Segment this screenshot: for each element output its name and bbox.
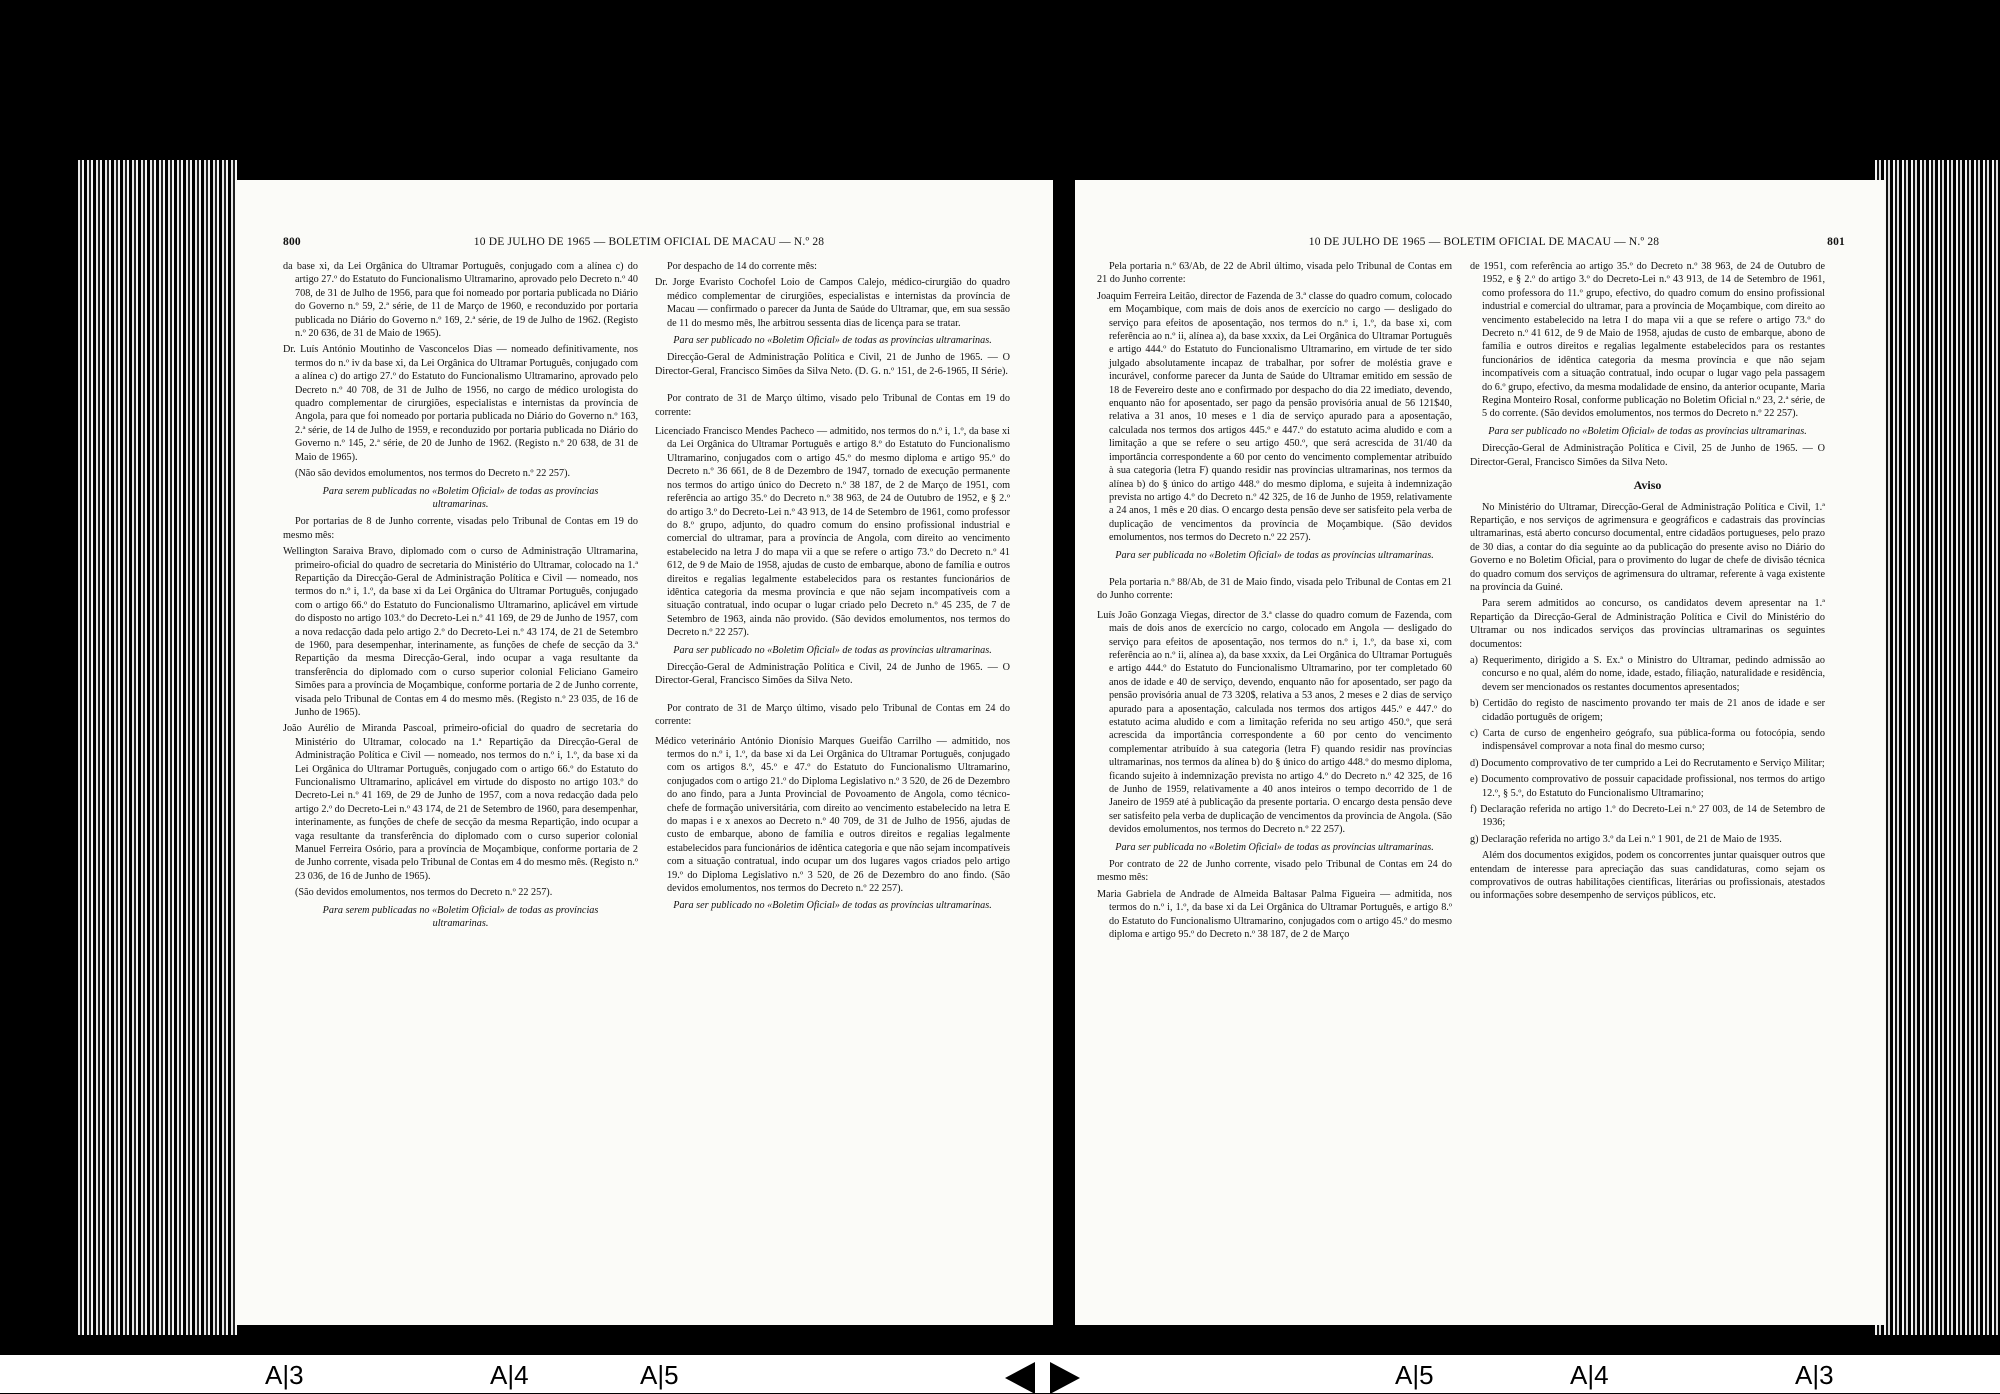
right-column-2: [1470, 260, 1825, 906]
paragraph: de 1951, com referência ao artigo 35.º do Decreto n.º 38 963, de 24 de Outubro de 1952, e § 2.º do artigo 3.º do Decreto-Lei n.º 43 913, de 14 de Setembro de 1961, como professora do 11.º grupo, efectivo, do quadro comum do ensino profissional industrial e comercial do ultramar, para a província de Moçambique, com direito ao vencimento estabelecido na letra I do mapa vii a que se refere o artigo 73.º do Decreto n.º 41 612, de 9 de Maio de 1958, ajudas de custo de embarque, abono de família e outros direitos e regalias legalmente estabelecidos para os restantes funcionários de idêntica categoria da mesma província e que não sejam incompatíveis com a situação contratual, indo ocupar o lugar vago pela passagem do 6.º grupo, efectivo, da mesma modalidade de ensino, da anterior ocupante, Maria Regina Monteiro Rosal, conforme publicação no Boletim Oficial n.º 23, 2.ª série, de 5 do corrente. (São devidos emolumentos, nos termos do Decreto n.º 22 257).: [1470, 261, 1825, 420]
paragraph: a) Requerimento, dirigido a S. Ex.ª o Ministro do Ultramar, pedindo admissão ao concurso e no qual, além do nome, idade, estado, filiação, naturalidade e residência, devem ser mencionados os restantes documentos apresentados;: [1470, 654, 1825, 693]
page-number: 801: [1827, 236, 1845, 248]
publication-note: Para ser publicado no «Boletim Oficial» de todas as províncias ultramarinas.: [1488, 425, 1807, 437]
paragraph: No Ministério do Ultramar, Direcção-Geral de Administração Política e Civil, 1.ª Repartição, e nos serviços de agrimensura e geográficos e cadastrais das províncias ultramarinas, está aberto concurso documental, entre cidadãos portugueses, pelo prazo de 30 dias, a contar do dia seguinte ao da publicação do presente aviso no Diário do Governo e no Boletim Oficial, para o provimento do lugar de chefe de divisão técnica do quadro comum dos serviços de agrimensura do ultramar, referente à vaga existente na província da Guiné.: [1470, 501, 1825, 593]
paragraph: c) Carta de curso de engenheiro geógrafo, sua pública-forma ou fotocópia, sendo indispensável comprovar a nota final do mesmo curso;: [1470, 728, 1825, 753]
paragraph: Dr. Luís António Moutinho de Vasconcelos Dias — nomeado definitivamente, nos termos do n.º iv da base xi, da Lei Orgânica do Ultramar Português, conjugado com a alínea c) do artigo 27.º do Estatuto do Funcionalismo Ultramarino, aprovado pelo Decreto n.º 40 708, de 31 de Julho de 1956, no cargo de médico urologista do quadro complementar de cirurgiões, especialistas e internistas da província de Angola, para que foi nomeado por portaria publicada no Diário do Governo n.º 163, 2.ª série, de 14 de Julho de 1959, e reconduzido por portaria publicada no Diário do Governo n.º 145, 2.ª série, de 20 de Junho de 1962. (Registo n.º 20 638, de 31 de Maio de 1965).: [283, 344, 638, 463]
publication-note: Para serem publicadas no «Boletim Oficial» de todas as províncias ultramarinas.: [322, 485, 599, 510]
running-title: 10 DE JULHO DE 1965 — BOLETIM OFICIAL DE MACAU — N.º 28: [1308, 236, 1660, 248]
publication-note: Para ser publicada no «Boletim Oficial» de todas as províncias ultramarinas.: [1115, 841, 1434, 853]
right-page-edges: [1875, 160, 2000, 1335]
paragraph: g) Declaração referida no artigo 3.º da Lei n.º 1 901, de 21 de Maio de 1935.: [1470, 833, 1782, 845]
paragraph: Além dos documentos exigidos, podem os concorrentes juntar quaisquer outros que entendam de interesse para apreciação das suas candidaturas, como sejam os comprovativos de outras habilitações científicas, literárias ou profissionais, atestados ou informações sobre desempenho de serviços públicos, etc.: [1470, 850, 1825, 902]
paragraph: e) Documento comprovativo de possuir capacidade profissional, nos termos do artigo 12.º, § 5.º, do Estatuto do Funcionalismo Ultramarino;: [1470, 774, 1825, 799]
left-page: [235, 180, 1055, 1325]
footer-mark: A|4: [1570, 1360, 1609, 1390]
paragraph: Direcção-Geral de Administração Política e Civil, 25 de Junho de 1965. — O Director-Geral, Francisco Simões da Silva Neto.: [1470, 443, 1825, 468]
paragraph: Para serem admitidos ao concurso, os candidatos devem apresentar na 1.ª Repartição da Direcção-Geral de Administração Política e Civil do Ministério do Ultramar ou nos indicados serviços das províncias ultramarinas os seguintes documentos:: [1470, 598, 1825, 650]
footer-mark: A|5: [1395, 1360, 1434, 1390]
paragraph: Direcção-Geral de Administração Política e Civil, 21 de Junho de 1965. — O Director-Geral, Francisco Simões da Silva Neto. (D. G. n.º 151, de 2-6-1965, II Série).: [655, 352, 1010, 377]
footer-mark: A|5: [640, 1360, 679, 1390]
right-page-header: [1123, 236, 1845, 248]
left-column-1: [283, 260, 638, 935]
paragraph: João Aurélio de Miranda Pascoal, primeiro-oficial do quadro de secretaria do Ministério do Ultramar, colocado na 1.ª Repartição da Direcção-Geral de Administração Política e Civil — nomeado, nos termos do n.º i, 1.º, da base xi da Lei Orgânica do Ultramar Português, conjugado com o artigo 66.º do Estatuto do Funcionalismo Ultramarino, aplicável em virtude do disposto no artigo 103.º do Decreto-Lei n.º 41 169, de 29 de Junho de 1957, com a nova redacção dada pelo artigo 2.º do Decreto-Lei n.º 43 174, de 21 de Setembro de 1960, para desempenhar, interinamente, as funções de chefe de secção da mesma Repartição, indo ocupar a vaga resultante da transferência do diplomado com o curso superior colonial Manuel Ferreira Osório, para a província de Moçambique, conforme portaria de 2 de Junho corrente, visada pelo Tribunal de Contas em 4 do mesmo mês. (Registo n.º 23 036, de 16 de Junho de 1965).: [283, 723, 638, 882]
paragraph: Pela portaria n.º 63/Ab, de 22 de Abril último, visada pelo Tribunal de Contas em 21 do Junho corrente:: [1097, 261, 1452, 286]
paragraph: Por portarias de 8 de Junho corrente, visadas pelo Tribunal de Contas em 19 do mesmo mês:: [283, 516, 638, 541]
left-page-edges: [75, 160, 240, 1335]
publication-note: Para ser publicado no «Boletim Oficial» de todas as províncias ultramarinas.: [673, 644, 992, 656]
paragraph: f) Declaração referida no artigo 1.º do Decreto-Lei n.º 27 003, de 14 de Setembro de 1936;: [1470, 804, 1825, 829]
paragraph: Por contrato de 31 de Março último, visado pelo Tribunal de Contas em 24 do corrente:: [655, 702, 1010, 728]
paragraph: Médico veterinário António Dionísio Marques Gueifão Carrilho — admitido, nos termos do n.º i, 1.º, da base xi da Lei Orgânica do Ultramar Português, conjugado com os artigos 8.º, 45.º e 47.º do Estatuto do Funcionalismo Ultramarino, conjugados com o artigo 21.º do Diploma Legislativo n.º 3 520, de 26 de Dezembro do ano findo, para a Junta Provincial de Povoamento de Angola, como técnico-chefe de formação universitária, com direito ao vencimento estabelecido na letra E do mapas i e x anexos ao Decreto n.º 40 709, de 31 de Julho de 1956, ajudas de custo de embarque, abono de família e outros direitos e regalias legalmente estabelecidos para funcionários de idêntica categoria e que não sejam incompatíveis com a situação contratual, indo ocupar um dos lugares vagos criados pelo artigo 19.º do Diploma Legislativo n.º 3 520, de 26 de Dezembro do ano findo. (São devidos emolumentos, nos termos do Decreto n.º 22 257).: [655, 735, 1010, 895]
paragraph: da base xi, da Lei Orgânica do Ultramar Português, conjugado com a alínea c) do artigo 27.º do Estatuto do Funcionalismo Ultramarino, aprovado pelo Decreto n.º 40 708, de 31 de Julho de 1956, para que foi nomeado por portaria publicada no Diário do Governo n.º 59, 2.ª série, de 11 de Março de 1960, e reconduzido por portaria publicada no Diário do Governo n.º 169, 2.ª série, de 19 de Julho de 1962. (Registo n.º 20 636, de 31 de Maio de 1965).: [283, 261, 638, 340]
footer-mark: A|4: [490, 1360, 529, 1390]
section-heading: Aviso: [1633, 478, 1662, 493]
paragraph: Joaquim Ferreira Leitão, director de Fazenda de 3.ª classe do quadro comum, colocado em Moçambique, com mais de dois anos de exercício no cargo — desligado do serviço para efeitos de aposentação, nos termos do n.º i, 1.º, da base xi, com referência ao n.º ii, alínea a), da base xxxix, da Lei Orgânica do Ultramar Português e artigo 444.º do Estatuto do Funcionalismo Ultramarino, em virtude de ter sido julgado absolutamente incapaz de trabalhar, por sofrer de moléstia grave e incurável, conforme parecer da Junta de Saúde do Ultramar emitido em sessão de 18 de Fevereiro deste ano e confirmado por despacho do dia 22 imediato, devendo, enquanto não for aposentado, ser pago da pensão provisória anual de 56 121$40, relativa a 31 anos, 10 meses e 1 dia de serviço apurado para a aposentação, calculada nos termos dos artigos 445.º e 447.º do estatuto acima aludido e com a limitação a que se refere o seu artigo 450.º, que será acrescida de 31/40 da importância correspondente a 60 por cento do vencimento complementar atribuído à sua categoria (letra F) quando residir nas províncias ultramarinas, nos termos da alínea b) do § único do artigo 448.º do mesmo diploma, e sujeita à indemnização prevista no artigo 4.º do Decreto n.º 42 325, de 16 de Junho de 1959, relativamente a 24 anos, 1 mês e 20 dias. O encargo desta pensão deve ser satisfeito pela verba de duplicação de vencimentos da província de Moçambique. (São devidos emolumentos, nos termos do Decreto n.º 22 257).: [1097, 290, 1452, 544]
publication-note: Para ser publicada no «Boletim Oficial» de todas as províncias ultramarinas.: [1115, 549, 1434, 561]
paragraph: Por contrato de 22 de Junho corrente, visado pelo Tribunal de Contas em 24 do mesmo mês:: [1097, 859, 1452, 884]
publication-note: Para ser publicado no «Boletim Oficial» de todas as províncias ultramarinas.: [673, 335, 992, 347]
next-arrow-icon: [1050, 1362, 1080, 1394]
paragraph: Dr. Jorge Evaristo Cochofel Loio de Campos Calejo, médico-cirurgião do quadro médico complementar de cirurgiões, especialistas e internistas da província de Macau — confirmado o parecer da Junta de Saúde do Ultramar, que, em sua sessão de 11 do mesmo mês, lhe arbitrou sessenta dias de licença para se tratar.: [655, 277, 1010, 329]
paragraph: Por despacho de 14 do corrente mês:: [667, 261, 817, 272]
page-number: 800: [283, 236, 301, 248]
paragraph: Pela portaria n.º 88/Ab, de 31 de Maio findo, visada pelo Tribunal de Contas em 21 do Junho corrente:: [1097, 576, 1452, 602]
paragraph: Luís João Gonzaga Viegas, director de 3.ª classe do quadro comum de Fazenda, com mais de dois anos de exercício no cargo, colocado em Angola — desligado do serviço para efeitos de aposentação, nos termos do n.º i, 1.º, da base xi, com referência ao n.º ii, alínea a), da base xxxix, da Lei Orgânica do Ultramar Português e artigo 444.º do Estatuto do Funcionalismo Ultramarino, por ter completado 60 anos de idade e 40 de serviço, devendo, enquanto não for aposentado, ser pago da pensão provisória anual de 73 320$, relativa a 53 anos, 2 meses e 2 dias de serviço apurado para a aposentação, calculada nos termos dos artigos 445.º e 447.º do estatuto acima aludido e com a limitação referida no seu artigo 450.º, que será acrescida da importância correspondente a 60 por cento do vencimento complementar atribuído à sua categoria (letra F) quando residir nas províncias ultramarinas, nos termos da alínea b) do § único do artigo 448.º do mesmo diploma, ficando sujeito à indemnização prevista no artigo 4.º do Decreto n.º 42 325, de 16 de Junho de 1959, relativamente a 40 anos inteiros o tempo decorrido de 1 de Janeiro de 1959 até à publicação da presente portaria. O encargo desta pensão deve ser satisfeito pela verba de duplicação de vencimentos da província de Angola. (São devidos emolumentos, nos termos do Decreto n.º 22 257).: [1097, 609, 1452, 836]
left-column-2: [655, 260, 1010, 917]
paragraph: (São devidos emolumentos, nos termos do Decreto n.º 22 257).: [295, 887, 553, 899]
footer-mark: A|3: [265, 1360, 304, 1390]
paragraph: Licenciado Francisco Mendes Pacheco — admitido, nos termos do n.º i, 1.º, da base xi da Lei Orgânica do Ultramar Português e artigo 8.º do Estatuto do Funcionalismo Ultramarino, conjugados com o artigo 45.º do mesmo diploma e artigo 95.º do Decreto n.º 36 661, de 8 de Dezembro de 1947, tornado de execução permanente nos termos do artigo único do Decreto n.º 38 187, de 2 de Março de 1951, com referência ao artigo 35.º do Decreto n.º 38 963, de 24 de Outubro de 1952, e § 2.º do artigo 3.º do Decreto-Lei n.º 43 913, de 14 de Setembro de 1961, como professor do 8.º grupo, adjunto, do quadro comum do ensino profissional industrial e comercial do ultramar, para a província de Angola, com direito ao vencimento estabelecido na letra J do mapa vii a que se refere o artigo 73.º do Decreto n.º 41 612, de 9 de Maio de 1958, ajudas de custo de embarque, abono de família e outros direitos e regalias legalmente estabelecidos para os restantes funcionários de idêntica categoria da mesma província e que não sejam incompatíveis com a situação contratual, indo ocupar o lugar criado pelo Decreto n.º 45 235, de 7 de Setembro de 1963, ainda não provido. (São devidos emolumentos, nos termos do Decreto n.º 22 257).: [655, 426, 1010, 639]
running-title: 10 DE JULHO DE 1965 — BOLETIM OFICIAL DE MACAU — N.º 28: [473, 236, 825, 248]
right-page: [1075, 180, 1885, 1325]
paragraph: b) Certidão do registo de nascimento provando ter mais de 21 anos de idade e ser cidadão português de origem;: [1470, 698, 1825, 723]
open-book: [75, 160, 1935, 1340]
paragraph: (Não são devidos emolumentos, nos termos do Decreto n.º 22 257).: [295, 468, 571, 480]
paragraph: Wellington Saraiva Bravo, diplomado com o curso de Administração Ultramarina, primeiro-oficial do quadro de secretaria do Ministério do Ultramar, colocado na 1.ª Repartição da Direcção-Geral de Administração Política e Civil — nomeado, nos termos do n.º i, 1.º, da base xi da Lei Orgânica do Ultramar Português, conjugado com o artigo 66.º do Estatuto do Funcionalismo Ultramarino, aplicável em virtude do disposto no artigo 103.º do Decreto-Lei n.º 41 169, de 29 de Junho de 1957, com a nova redacção dada pelo artigo 2.º do Decreto-Lei n.º 43 174, de 21 de Setembro de 1960, para desempenhar, interinamente, as funções de chefe de secção da 3.ª Repartição da mesma Direcção-Geral, indo ocupar a vaga resultante da transferência do diplomado com o curso superior colonial Feliciano Gameiro Simões para a província de Moçambique, conforme portaria de 2 de Junho corrente, visada pelo Tribunal de Contas em 4 do mesmo mês. (Registo n.º 23 035, de 16 de Junho de 1965).: [283, 546, 638, 718]
right-column-1: [1097, 260, 1452, 945]
publication-note: Para ser publicado no «Boletim Oficial» de todas as províncias ultramarinas.: [673, 900, 992, 912]
publication-note: Para serem publicadas no «Boletim Oficial» de todas as províncias ultramarinas.: [322, 904, 599, 930]
left-page-header: [283, 236, 1015, 248]
prev-arrow-icon: [1005, 1362, 1035, 1394]
paragraph: Por contrato de 31 de Março último, visado pelo Tribunal de Contas em 19 do corrente:: [655, 393, 1010, 418]
paragraph: Maria Gabriela de Andrade de Almeida Baltasar Palma Figueira — admitida, nos termos do n.º i, 1.º, da base xi da Lei Orgânica do Ultramar Português, e artigo 8.º do Estatuto do Funcionalismo Ultramarino, conjugados com o artigo 45.º do mesmo diploma e artigo 95.º do Decreto n.º 38 187, de 2 de Março: [1097, 888, 1452, 941]
paragraph: Direcção-Geral de Administração Política e Civil, 24 de Junho de 1965. — O Director-Geral, Francisco Simões da Silva Neto.: [655, 661, 1010, 687]
paragraph: d) Documento comprovativo de ter cumprido a Lei do Recrutamento e Serviço Militar;: [1470, 757, 1825, 769]
footer-mark: A|3: [1795, 1360, 1834, 1390]
book-gutter: [1053, 180, 1077, 1330]
